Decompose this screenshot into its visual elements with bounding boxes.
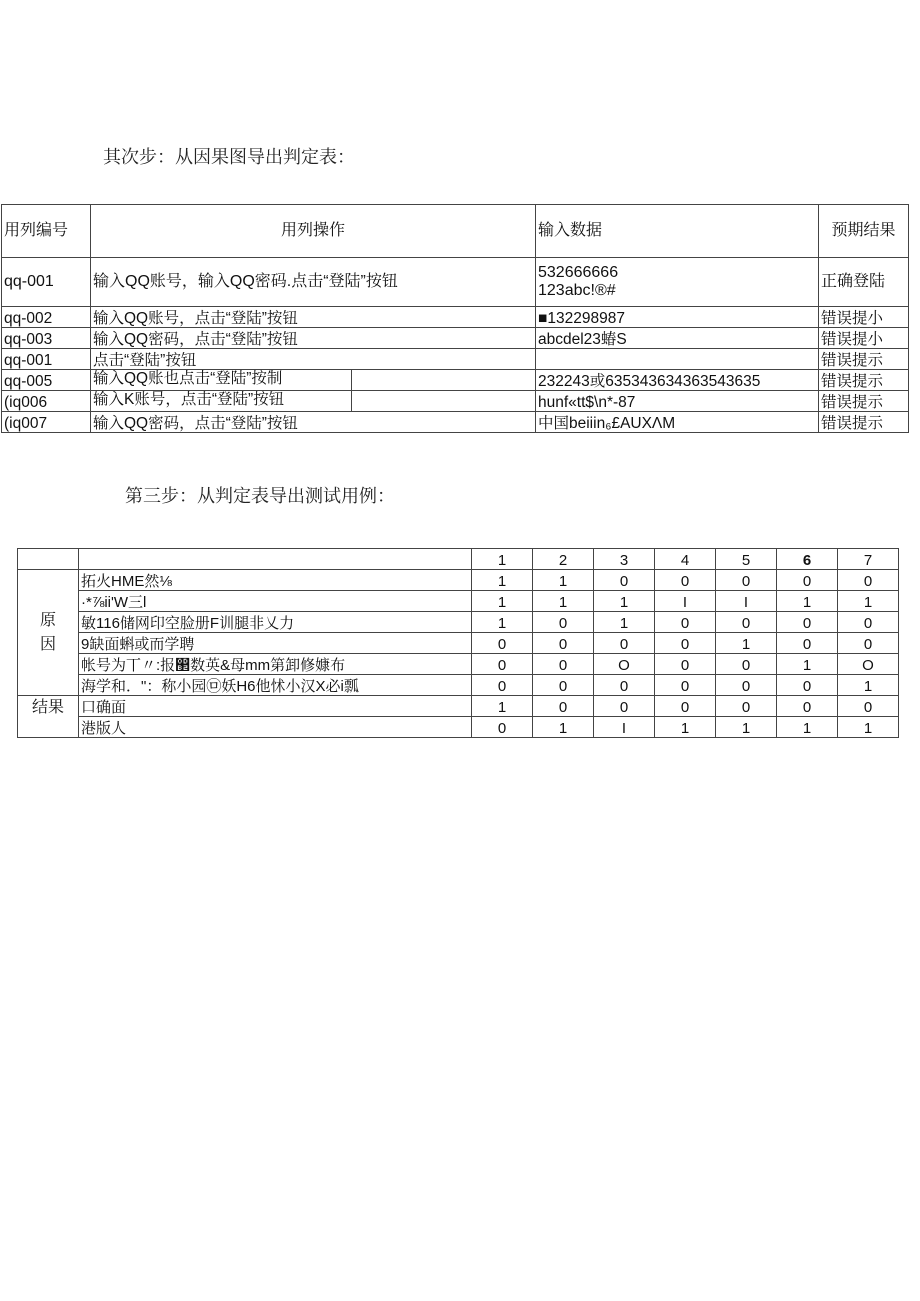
- cell-value: 0: [472, 675, 533, 696]
- case-input: abcdel23蝽S: [536, 328, 819, 349]
- table-row: [2, 391, 909, 412]
- cell-value: 0: [777, 570, 838, 591]
- header-blank: [18, 549, 79, 570]
- result-label: 港版人: [79, 717, 472, 738]
- case-expected: 正确登陆: [819, 258, 909, 307]
- table-row: [2, 328, 909, 349]
- cause-row: [18, 570, 899, 591]
- case-expected: 错误提示: [819, 391, 909, 412]
- case-operation: [91, 391, 536, 412]
- cell-value: 0: [838, 612, 899, 633]
- case-operation: 输入QQ账号，输入QQ密码.点击“登陆”按钮: [91, 258, 536, 307]
- cell-value: O: [594, 654, 655, 675]
- cause-row: [18, 612, 899, 633]
- case-input: 中国beiiin₆£AUXΛM: [536, 412, 819, 433]
- cell-value: 1: [594, 612, 655, 633]
- cause-row: [18, 591, 899, 612]
- cell-value: 0: [716, 696, 777, 717]
- cell-value: 0: [655, 612, 716, 633]
- cell-value: 1: [533, 717, 594, 738]
- result-row: [18, 717, 899, 738]
- cause-row: [18, 654, 899, 675]
- table-row: [2, 412, 909, 433]
- cell-value: 1: [777, 717, 838, 738]
- case-expected: 错误提小: [819, 328, 909, 349]
- cause-label: ·*⅞ii'W三l: [79, 591, 472, 612]
- case-operation: 点击“登陆”按钮: [91, 349, 536, 370]
- result-group-label: 结果: [18, 696, 79, 738]
- table-row: [2, 307, 909, 328]
- step2-heading: 其次步：从因果图导出判定表：: [103, 147, 355, 168]
- cell-value: 0: [777, 675, 838, 696]
- cell-value: I: [655, 591, 716, 612]
- header-col: 3: [594, 549, 655, 570]
- cell-value: 0: [472, 654, 533, 675]
- header-col: 6: [777, 549, 838, 570]
- decision-table: [1, 204, 909, 433]
- header-col: 4: [655, 549, 716, 570]
- cell-value: 1: [472, 696, 533, 717]
- cause-label: 敏116储网印空脸册F训腿非乂力: [79, 612, 472, 633]
- case-input-text: 532666666 123abc!®#: [538, 264, 619, 299]
- case-operation: [91, 370, 536, 391]
- case-operation-text: 输入QQ账也点击“登陆”按制: [91, 370, 352, 390]
- header-input-data: 输入数据: [536, 205, 819, 258]
- cell-value: 1: [472, 612, 533, 633]
- cell-value: O: [838, 654, 899, 675]
- cell-value: 0: [594, 675, 655, 696]
- cell-value: 0: [533, 696, 594, 717]
- cell-value: 1: [655, 717, 716, 738]
- cell-value: 1: [472, 570, 533, 591]
- cell-value: 0: [716, 654, 777, 675]
- cell-value: I: [594, 717, 655, 738]
- case-expected: 错误提示: [819, 370, 909, 391]
- cell-value: 1: [838, 717, 899, 738]
- cell-value: 0: [655, 675, 716, 696]
- case-id: qq-001: [2, 258, 91, 307]
- cause-row: [18, 675, 899, 696]
- header-col: 1: [472, 549, 533, 570]
- case-operation: 输入QQ密码，点击“登陆”按钮: [91, 328, 536, 349]
- result-row: [18, 696, 899, 717]
- cell-value: 0: [472, 633, 533, 654]
- cell-value: 0: [533, 612, 594, 633]
- case-input: ■132298987: [536, 307, 819, 328]
- case-input: hunf«tt$\n*-87: [536, 391, 819, 412]
- cell-value: 0: [838, 633, 899, 654]
- case-id: qq-003: [2, 328, 91, 349]
- header-blank: [79, 549, 472, 570]
- header-col: 2: [533, 549, 594, 570]
- case-input: 232243或635343634363543635: [536, 370, 819, 391]
- test-case-table: [17, 548, 899, 738]
- header-case-id: 用列编号: [2, 205, 91, 258]
- result-label: 口确面: [79, 696, 472, 717]
- cell-value: 0: [594, 633, 655, 654]
- cell-value: 0: [655, 570, 716, 591]
- cell-value: 0: [777, 612, 838, 633]
- cell-value: 1: [533, 591, 594, 612]
- header-case-operation: 用列操作: [91, 205, 536, 258]
- cell-value: 1: [838, 675, 899, 696]
- cell-value: 0: [655, 654, 716, 675]
- case-id: qq-002: [2, 307, 91, 328]
- cell-value: I: [716, 591, 777, 612]
- case-id: (iq007: [2, 412, 91, 433]
- cell-value: 0: [472, 717, 533, 738]
- step3-heading: 第三步：从判定表导出测试用例：: [125, 486, 395, 507]
- cell-value: 0: [533, 654, 594, 675]
- cell-value: 0: [838, 570, 899, 591]
- cell-value: 1: [716, 633, 777, 654]
- table-row: [2, 370, 909, 391]
- cell-value: 0: [838, 696, 899, 717]
- cause-label: 海学和．"：称小园㉤妖H6他怵小汉X必i瓢: [79, 675, 472, 696]
- header-col: 5: [716, 549, 777, 570]
- cell-value: 0: [655, 633, 716, 654]
- cell-value: 0: [777, 633, 838, 654]
- cell-value: 0: [594, 570, 655, 591]
- header-col: 7: [838, 549, 899, 570]
- cell-value: 0: [777, 696, 838, 717]
- case-operation: 输入QQ账号，点击“登陆”按钮: [91, 307, 536, 328]
- cell-value: 0: [594, 696, 655, 717]
- case-id: qq-005: [2, 370, 91, 391]
- cell-value: 1: [777, 654, 838, 675]
- cell-value: 1: [472, 591, 533, 612]
- cell-value: 1: [777, 591, 838, 612]
- table-row: [2, 349, 909, 370]
- cell-value: 0: [655, 696, 716, 717]
- test-table-header: [18, 549, 899, 570]
- cell-value: 0: [716, 570, 777, 591]
- case-operation-text: 输入K账号，点击“登陆”按钮: [91, 391, 352, 411]
- cell-value: 1: [838, 591, 899, 612]
- cause-group-text: 原 因: [39, 611, 56, 653]
- cause-group-label: [18, 570, 79, 696]
- cell-value: 0: [533, 633, 594, 654]
- cause-label: 9缺面蝌或而学聘: [79, 633, 472, 654]
- case-input: [536, 349, 819, 370]
- decision-table-header: [2, 205, 909, 258]
- case-input: [536, 258, 819, 307]
- cell-value: 0: [716, 675, 777, 696]
- cause-row: [18, 633, 899, 654]
- cell-value: 1: [533, 570, 594, 591]
- cell-value: 1: [594, 591, 655, 612]
- case-expected: 错误提示: [819, 412, 909, 433]
- case-id: qq-001: [2, 349, 91, 370]
- cell-value: 1: [716, 717, 777, 738]
- case-expected: 错误提示: [819, 349, 909, 370]
- header-expected-result: 预期结果: [819, 205, 909, 258]
- case-id: (iq006: [2, 391, 91, 412]
- case-expected: 错误提小: [819, 307, 909, 328]
- cell-value: 0: [533, 675, 594, 696]
- case-operation: 输入QQ密码，点击“登陆”按钮: [91, 412, 536, 433]
- table-row: [2, 258, 909, 307]
- cause-label: 拓火HME然⅛: [79, 570, 472, 591]
- cell-value: 0: [716, 612, 777, 633]
- cause-label: 帐号为丅〃:报඲数英&母mm第卸修嫝布: [79, 654, 472, 675]
